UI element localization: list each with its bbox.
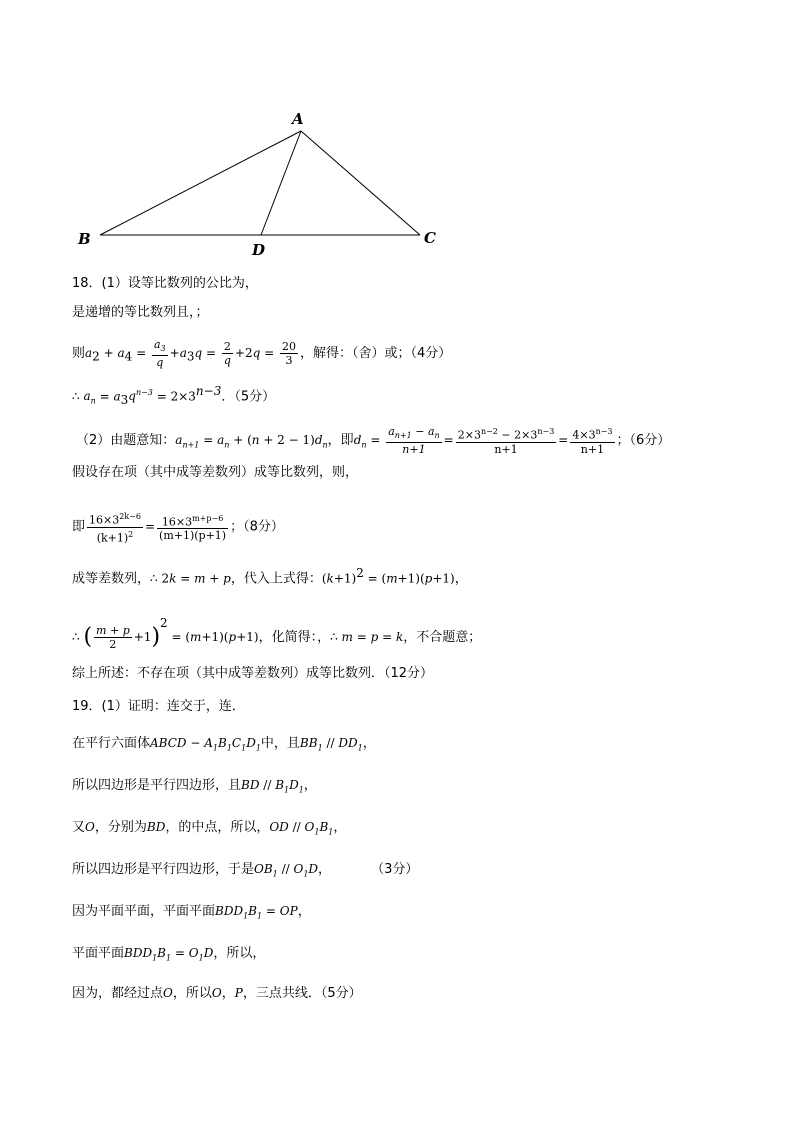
line-18-3: 则$a_2 + a_4$ = $\frac{a_3}{q}$ $+a_3q$ = $\frac{2}{q}$ +2q = $\frac{20}{3}$ ，解得：（舍）或；（4分） <box>72 338 452 370</box>
vertex-label-a: A <box>292 110 304 128</box>
line-18-4: ∴ $a_n = a_3q^{n-3} = 2\times 3^{n-3}$．（5分） <box>72 384 276 407</box>
vertex-label-b: B <box>78 230 91 248</box>
vertex-label-d: D <box>252 241 266 259</box>
segment-ac <box>301 131 420 235</box>
line-18-6: 假设存在项（其中成等差数列）成等比数列，则， <box>72 465 359 480</box>
vertex-label-c: C <box>424 229 436 247</box>
line-19-3: 所以四边形是平行四边形，且BD // $B_1D_1$， <box>72 778 317 795</box>
line-19-2: 在平行六面体ABCD − $A_1B_1C_1D_1$中，且$BB_1 // DD_1$， <box>72 736 376 753</box>
triangle-figure <box>0 0 794 270</box>
line-19-8: 因为，都经过点O，所以O，P，三点共线．（5分） <box>72 986 362 1001</box>
line-18-1: 18．(1）设等比数列的公比为， <box>72 276 258 291</box>
line-19-4: 又O，分别为BD，的中点，所以，OD // $O_1B_1$， <box>72 820 347 837</box>
line-18-10: 综上所述：不存在项（其中成等差数列）成等比数列．（12分） <box>72 666 434 681</box>
line-19-1: 19．(1）证明：连交于，连． <box>72 699 245 714</box>
segment-ad <box>261 131 301 235</box>
line-18-5: （2）由题意知：$a_{n+1} = a_n + (n + 2 - 1)d_n$，即$d_n$ = $\frac{a_{n+1} - a_n}{n+1}$ = $\frac{2\times 3^{n-2} - 2\times 3^{n-3}}{n+1}$ = $\frac{4\times 3^{n-3}}{n+1}$ ；（6分） <box>76 425 671 457</box>
line-19-5: 所以四边形是平行四边形，于是$OB_1 // O_1D$， （3分） <box>72 862 419 879</box>
line-18-2: 是递增的等比数列且，； <box>72 305 209 320</box>
line-18-8: 成等差数列，∴ 2k = m + p，代入上式得：$(k+1)^2 = (m+1)(p+1)$， <box>72 566 468 587</box>
line-19-6: 因为平面平面，平面平面$BDD_1B_1$ = OP， <box>72 904 311 921</box>
line-18-7: 即 $\frac{16\times 3^{2k-6}}{(k+1)^2}$ = $\frac{16\times 3^{m+p-6}}{(m+1)(p+1)}$ ；（8分） <box>72 512 284 545</box>
line-19-7: 平面平面$BDD_1B_1 = O_1D$，所以， <box>72 946 266 963</box>
line-18-9: ∴ ( $\frac{m + p}{2}$ +1)$^2$ = (m+1)(p+1)，化简得：，∴ m = p = k，不合题意； <box>72 616 482 651</box>
segment-ba <box>100 131 301 235</box>
